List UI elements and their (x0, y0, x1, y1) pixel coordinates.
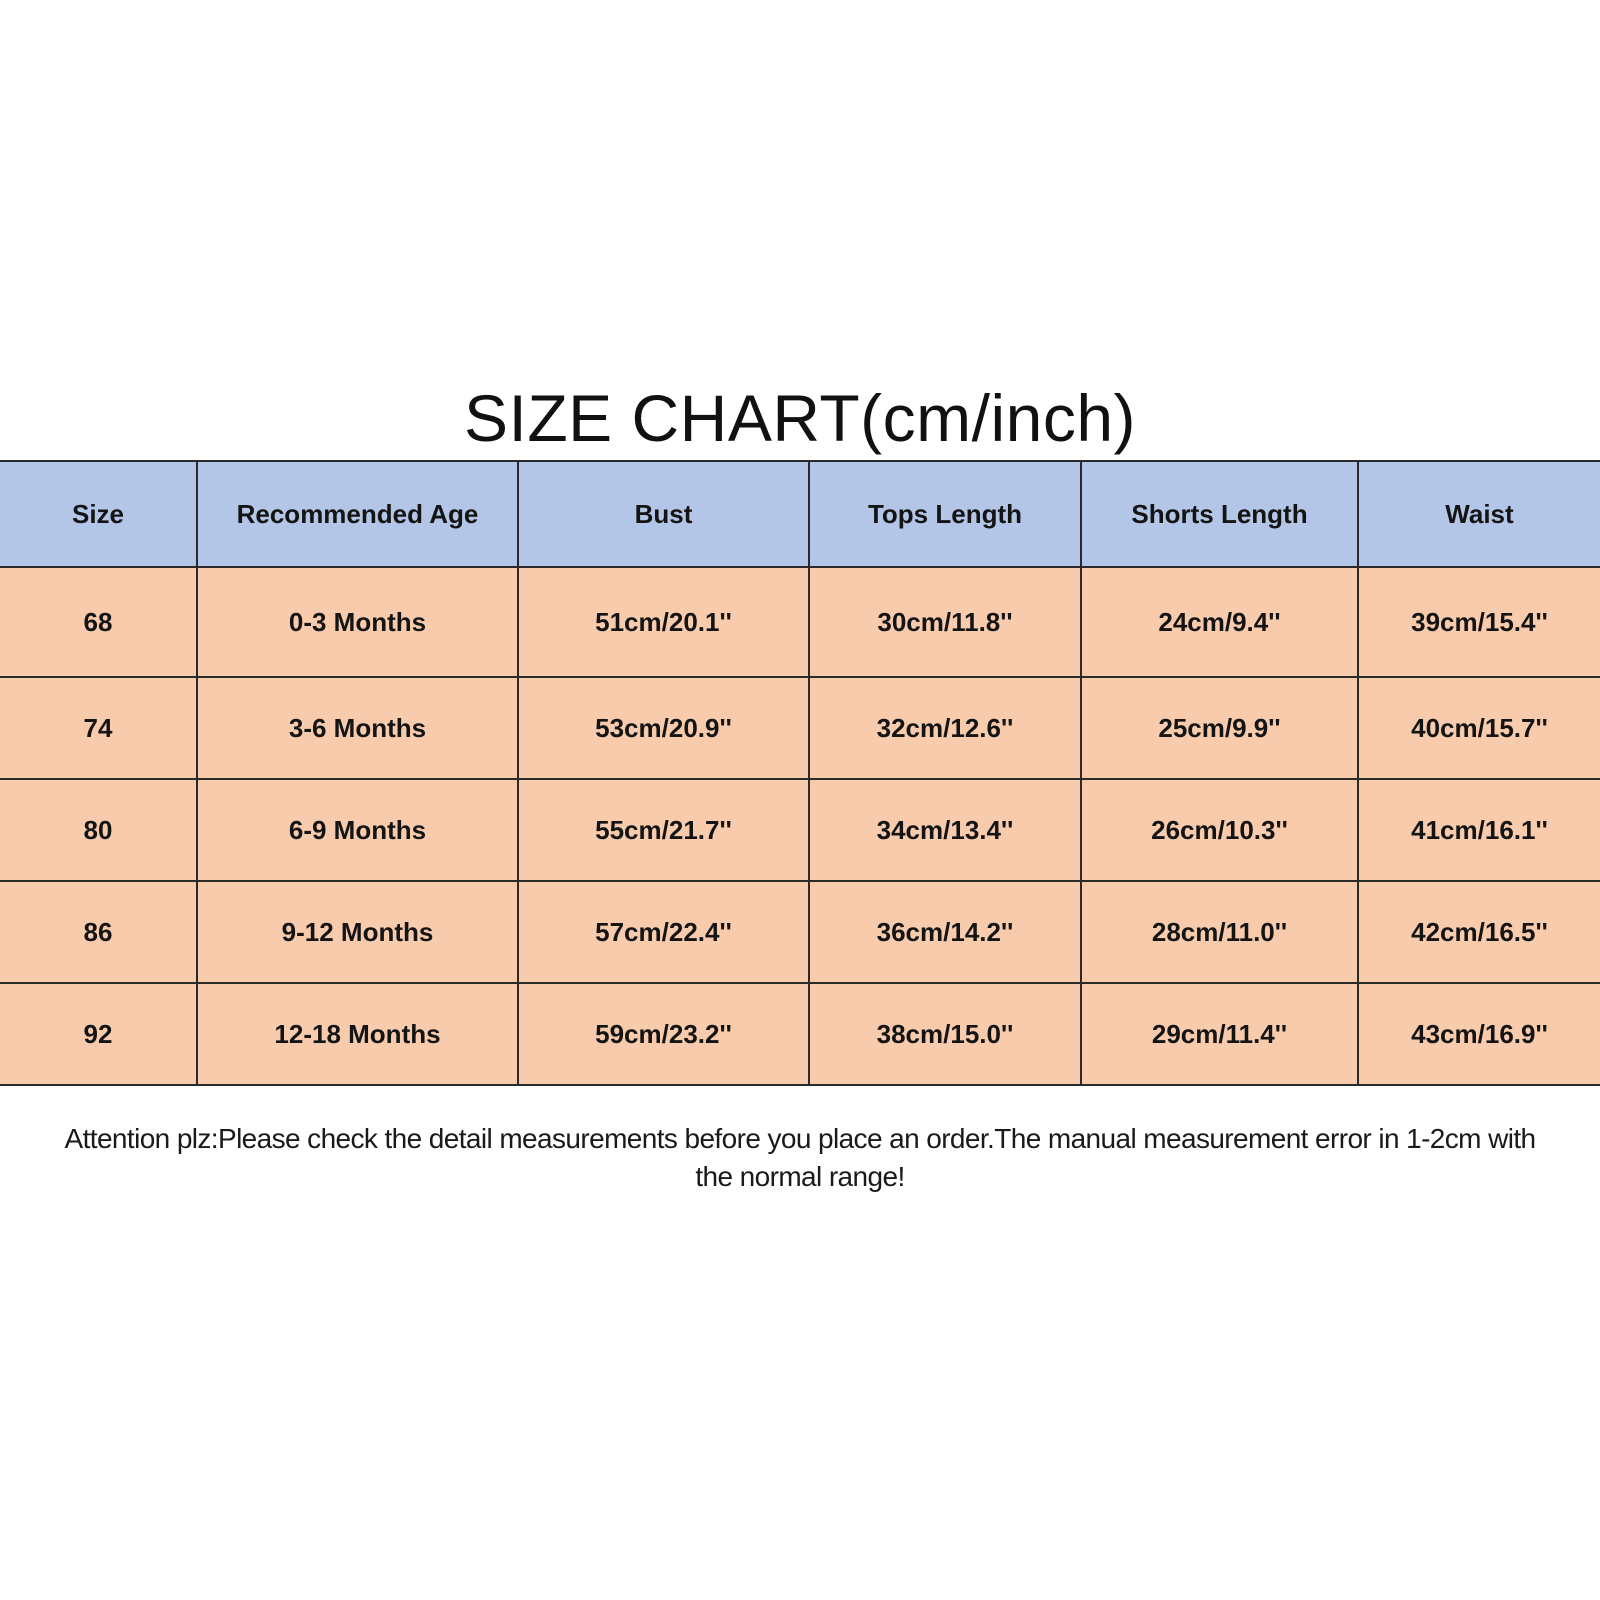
cell-waist: 42cm/16.5'' (1358, 881, 1600, 983)
column-header-shorts-length: Shorts Length (1081, 461, 1358, 567)
cell-recommended-age: 6-9 Months (197, 779, 518, 881)
cell-tops-length: 34cm/13.4'' (809, 779, 1081, 881)
cell-size: 86 (0, 881, 197, 983)
cell-bust: 51cm/20.1'' (518, 567, 809, 677)
cell-shorts-length: 28cm/11.0'' (1081, 881, 1358, 983)
cell-tops-length: 36cm/14.2'' (809, 881, 1081, 983)
cell-tops-length: 30cm/11.8'' (809, 567, 1081, 677)
column-header-recommended-age: Recommended Age (197, 461, 518, 567)
column-header-bust: Bust (518, 461, 809, 567)
cell-recommended-age: 0-3 Months (197, 567, 518, 677)
table-row (0, 983, 1600, 1085)
cell-recommended-age: 9-12 Months (197, 881, 518, 983)
table-row (0, 567, 1600, 677)
cell-bust: 53cm/20.9'' (518, 677, 809, 779)
table-row (0, 779, 1600, 881)
cell-bust: 57cm/22.4'' (518, 881, 809, 983)
column-header-size: Size (0, 461, 197, 567)
cell-waist: 39cm/15.4'' (1358, 567, 1600, 677)
attention-note-line-1: Attention plz:Please check the detail measurements before you place an order.The manual measurement error in 1-2cm with (64, 1123, 1536, 1154)
cell-shorts-length: 29cm/11.4'' (1081, 983, 1358, 1085)
cell-waist: 40cm/15.7'' (1358, 677, 1600, 779)
cell-size: 68 (0, 567, 197, 677)
column-header-tops-length: Tops Length (809, 461, 1081, 567)
cell-waist: 41cm/16.1'' (1358, 779, 1600, 881)
cell-tops-length: 38cm/15.0'' (809, 983, 1081, 1085)
cell-bust: 55cm/21.7'' (518, 779, 809, 881)
cell-size: 92 (0, 983, 197, 1085)
cell-recommended-age: 3-6 Months (197, 677, 518, 779)
cell-recommended-age: 12-18 Months (197, 983, 518, 1085)
cell-tops-length: 32cm/12.6'' (809, 677, 1081, 779)
column-header-waist: Waist (1358, 461, 1600, 567)
cell-size: 80 (0, 779, 197, 881)
attention-note (0, 1120, 1600, 1196)
cell-shorts-length: 25cm/9.9'' (1081, 677, 1358, 779)
size-table (0, 460, 1600, 1086)
page-title: SIZE CHART(cm/inch) (463, 381, 1136, 455)
table-header-row (0, 461, 1600, 567)
cell-shorts-length: 24cm/9.4'' (1081, 567, 1358, 677)
cell-size: 74 (0, 677, 197, 779)
table-row (0, 881, 1600, 983)
cell-shorts-length: 26cm/10.3'' (1081, 779, 1358, 881)
attention-note-line-2: the normal range! (695, 1161, 905, 1192)
cell-bust: 59cm/23.2'' (518, 983, 809, 1085)
table-row (0, 677, 1600, 779)
cell-waist: 43cm/16.9'' (1358, 983, 1600, 1085)
